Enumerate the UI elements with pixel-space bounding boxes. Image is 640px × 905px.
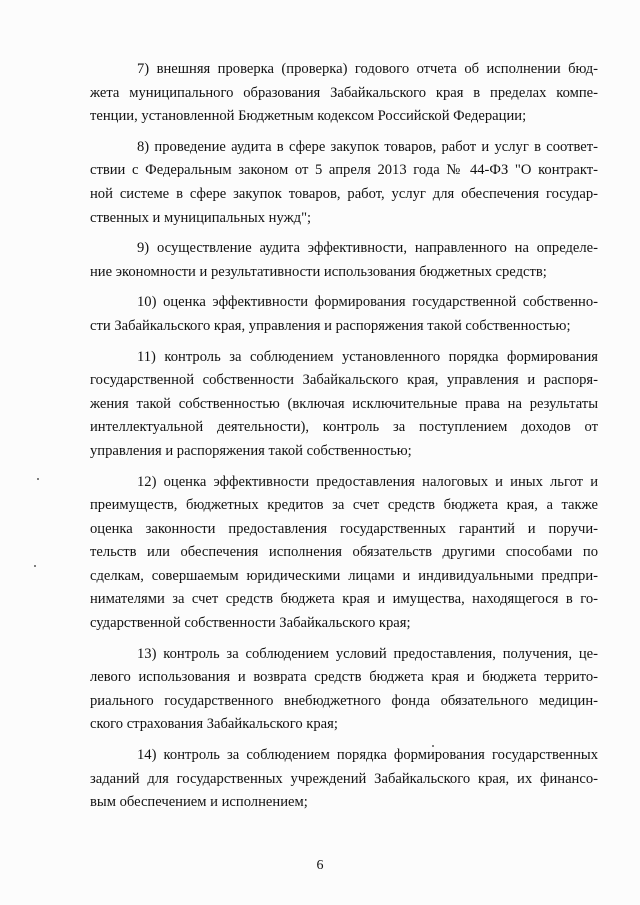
text-line: риального государственного внебюджетного фонда обязательного медицин- [90, 692, 598, 709]
text-line: тельств или обеспечения исполнения обязательств другими способами по [90, 544, 598, 561]
text-line: заданий для государственных учреждений Забайкальского края, их финансо- [90, 770, 598, 787]
text-line: преимуществ, бюджетных кредитов за счет средств бюджета края, а также [90, 497, 598, 514]
paragraph-gap [90, 464, 598, 471]
text-line: оценка законности предоставления государственных гарантий и поручи- [90, 520, 598, 537]
text-line: ственных и муниципальных нужд"; [90, 209, 312, 226]
list-item [90, 346, 598, 464]
text-line: сударственной собственности Забайкальского края; [90, 615, 411, 632]
paragraph-gap [90, 284, 598, 291]
list-item [90, 643, 598, 737]
text-line: 7) внешняя проверка (проверка) годового отчета об исполнении бюд- [137, 61, 598, 77]
text-line: вым обеспечением и исполнением; [90, 794, 308, 811]
text-line: ной системе в сфере закупок товаров, работ, услуг для обеспечения государ- [90, 185, 598, 202]
list-item [90, 471, 598, 636]
text-line: 13) контроль за соблюдением условий предоставления, получения, це- [137, 645, 598, 662]
list-item [90, 291, 598, 338]
scan-speck [37, 478, 39, 480]
list-item [90, 237, 598, 284]
text-line: 12) оценка эффективности предоставления налоговых и иных льгот и [137, 473, 598, 490]
text-line: 11) контроль за соблюдением установленного порядка формирования [137, 348, 598, 365]
text-line: ского страхования Забайкальского края; [90, 716, 338, 733]
text-line: 9) осуществление аудита эффективности, направленного на определе- [137, 240, 598, 257]
text-line: 8) проведение аудита в сфере закупок товаров, работ и услуг в соответ- [137, 138, 598, 155]
list-item [90, 744, 598, 815]
paragraph-gap [90, 339, 598, 346]
text-line: ствии с Федеральным законом от 5 апреля 2013 года № 44-ФЗ "О контракт- [90, 162, 598, 179]
text-line: нимателями за счет средств бюджета края и имущества, находящегося в го- [90, 591, 598, 608]
scan-speck [432, 745, 434, 747]
paragraph-gap [90, 230, 598, 237]
text-line: государственной собственности Забайкальского края, управления и распоря- [90, 372, 598, 389]
text-line: интеллектуальной деятельности), контроль за поступлением доходов от [90, 419, 598, 436]
paragraph-gap [90, 636, 598, 643]
text-line: ние экономности и результативности использования бюджетных средств; [90, 263, 547, 280]
text-line: сделкам, совершаемым юридическими лицами и индивидуальными предпри- [90, 567, 598, 584]
paragraph-gap [90, 129, 598, 136]
text-line: сти Забайкальского края, управления и распоряжения такой собственностью; [90, 317, 571, 334]
text-line: 14) контроль за соблюдением порядка формирования государственных [137, 747, 598, 764]
scan-speck [34, 565, 36, 567]
list-item [90, 136, 598, 230]
text-line: жета муниципального образования Забайкальского края в пределах компе- [90, 84, 598, 101]
document-body [90, 58, 598, 815]
text-line: управления и распоряжения такой собственностью; [90, 442, 412, 459]
text-line: 10) оценка эффективности формирования государственной собственно- [137, 294, 598, 311]
paragraph-gap [90, 737, 598, 744]
list-item [90, 58, 598, 129]
page-number: 6 [316, 858, 324, 873]
text-line: жения такой собственностью (включая исключительные права на результаты [90, 395, 598, 412]
text-line: тенции, установленной Бюджетным кодексом Российской Федерации; [90, 108, 527, 125]
text-line: левого использования и возврата средств бюджета края и бюджета террито- [90, 669, 598, 686]
